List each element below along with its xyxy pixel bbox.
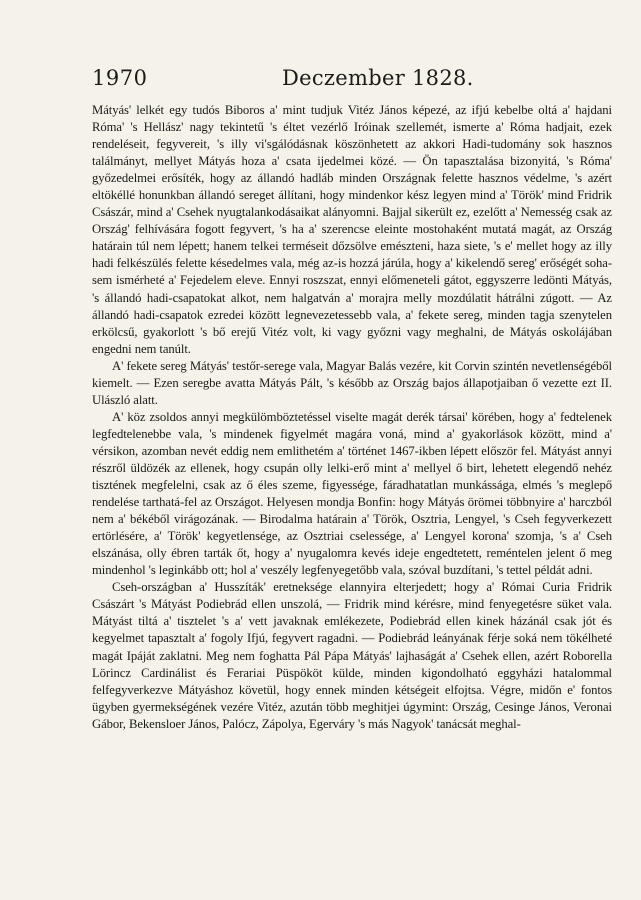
running-header xyxy=(92,66,615,94)
paragraph-3: A' köz zsoldos annyi megkülömböztetéssel viselte magát derék társai' körében, hogy a' fedtelenek legfedtelenebbe vala, 's mindenek figyelmét magára voná, mind a' gyakorlások között, mind a' vérsikon, azomban nevét eddig nem emlithetém a' történet 1467-ikben lépett először fel. Mátyást annyi részről üldözék az ellenek, hogy csupán olly lelki-erő mint a' mellyel ő birt, lehetett elegendő nehéz tisztének megfelelni, csak az ő éles szeme, figyessége, fáradhatatlan munkássága, elmés 's meglepő rendelése tarthatá-fel az Országot. Helyesen mondja Bonfin: hogy Mátyás örömei többnyire a' harczból nem a' békéből virágozának. — Birodalma határain a' Török, Osztria, Lengyel, 's Cseh fegyverkezett ertörlésére, a' Török' kegyetlensége, az Osztriai cselessége, a' Lengyel korona' szomja, 's a' Cseh elszánása, olly ébren tarták őt, hogy a' nyugalomra kevés ideje engedtetett, reméntelen jelent ő meg mindenhol 's leginkább ott; hol a' veszély legfenyegetőbb vala, szóval buzdítani, 's tettel példát adni. xyxy=(92,409,612,578)
paragraph-1: Mátyás' lelkét egy tudós Biboros a' mint tudjuk Vitéz János képezé, az ifjú kebelbe oltá a' hajdani Róma' 's Hellász' nagy tekintetű 's éltet vezérlő Iróinak szellemét, ismerte a' Róma hadjait, ezek rendeléseit, fegyvereit, 's illy vi'sgálódásnak köszönhetett az akkori Hadi-tudomány sok hasznos találmányt, mellyet Mátyás hoza a' csata ijedelmei közé. — Ön tapasztalása bizonyitá, 's Róma' győzedelmei erősíték, hogy az állandó hadláb minden Országnak felette hasznos védelme, 's azért eltökéllé honunkban állandó sereget állítani, hogy mindenkor kész legyen mind a' Török' mind Fridrik Császár, mind a' Csehek nyugtalankodásaikat alányomni. Bajjal sikerült ez, ezelőtt a' Nemesség csak az Ország' felhívására fogott fegyvert, 's ha a' szerencse eleinte mostohaként mutatá magát, az Ország határain túl nem lépett; hanem telkei terméseit dőzsölve emészteni, haza siete, 's e' mellet hogy az illy hadi felkészülés felette késedelmes vala, még az-is hozzá járúla, hogy a' kikelendő sereg' erőségét soha-sem ismérheté a' Fejedelem eleve. Ennyi roszszat, ennyi előmeneteli gátot, eggyszerre ledönti Mátyás, 's állandó hadi-csapatokat alkot, nem halgatván a' morajra melly mozdúlatit hátrálni zúgott. — Az állandó hadi-csapatok ezredei között legnevezetessebb vala, a' fekete sereg, minden tagja szenytelen erkölcsű, gyakorlott 's bő erejű Vitéz volt, ki vagy győzni vagy meghalni, de Mátyás oskolájában engedni nem tanúlt. xyxy=(92,103,612,356)
paragraph-4: Cseh-országban a' Husszíták' eretneksége elannyira elterjedett; hogy a' Római Curia Fridrik Császárt 's Mátyást Podiebrád ellen unszolá, — Fridrik mind kérésre, mind fenyegetésre süket vala. Mátyást tiltá a' tisztelet 's a' vett javaknak emlékezete, Podiebrád ellen kinek házánál csak jót és kegyelmet tapasztalt a' fogoly Ifjú, fegyvert ragadni. — Podiebrád leányának férje soká nem tökélheté magát Ipáját zaklatni. Meg nem foghatta Pál Pápa Mátyás' lajhaságát a' Csehek ellen, azért Roborella Lörincz Cardinálist és Ferariai Püspököt külde, minden kigondolható eggyházi hatalommal felfegyverkezve Mátyáshoz követül, hogy ennek minden kétségeit elfojtsa. Végre, midőn e' fontos ügyben gyermekségének vezére Vitéz, azután több meghitjei úgymint: Ország, Cesinge János, Veronai Gábor, Bekensloer János, Palócz, Zápolya, Egerváry 's más Nagyok' tanácsát meghal- xyxy=(92,580,612,731)
page-number: 1970 xyxy=(92,66,148,90)
paragraph-2: A' fekete sereg Mátyás' testőr-serege vala, Magyar Balás vezére, kit Corvin szintén nevetlenségéből kiemelt. — Ezen seregbe avatta Mátyás Pált, 's később az Ország bajos állapotjaiban ő vezette ezt II. Ulászló alatt. xyxy=(92,358,612,407)
main-text xyxy=(92,102,612,733)
header-date: Deczember 1828. xyxy=(282,66,474,90)
